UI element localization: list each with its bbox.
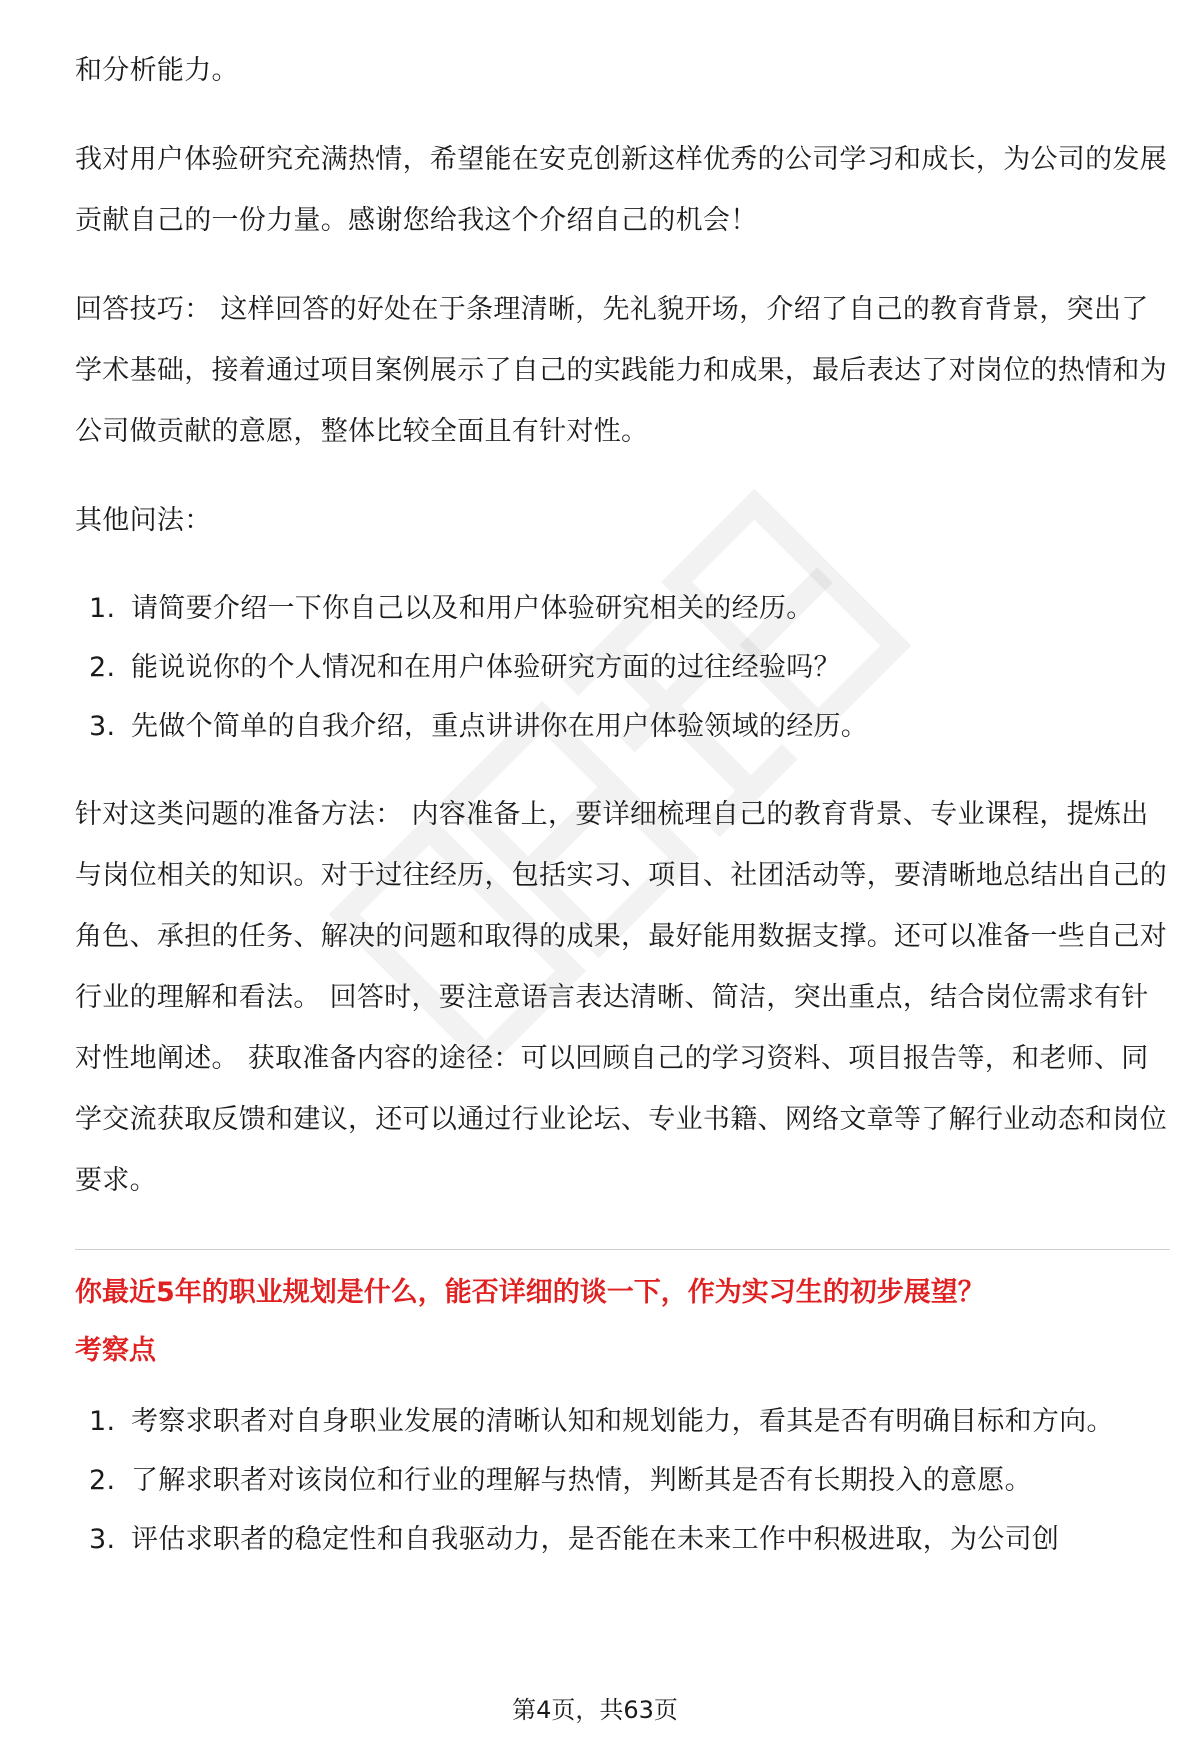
- list-item-number: 1.: [89, 593, 116, 624]
- list-item: [75, 579, 1170, 638]
- assessment-points-list: [75, 1392, 1170, 1569]
- paragraph-preparation-method: 针对这类问题的准备方法： 内容准备上，要详细梳理自己的教育背景、专业课程，提炼出与岗位相关的知识。对于过往经历，包括实习、项目、社团活动等，要清晰地总结出自己的角色、承担的任务、解决的问题和取得的成果，最好能用数据支撑。还可以准备一些自己对行业的理解和看法。 回答时，要注意语言表达清晰、简洁，突出重点，结合岗位需求有针对性地阐述。 获取准备内容的途径：可以回顾自己的学习资料、项目报告等，和老师、同学交流获取反馈和建议，还可以通过行业论坛、专业书籍、网络文章等了解行业动态和岗位要求。: [75, 799, 1167, 1196]
- document-page: [75, 40, 1170, 1569]
- page-number-footer: 第4页，共63页: [512, 1696, 678, 1724]
- list-item-text: 请简要介绍一下你自己以及和用户体验研究相关的经历。: [131, 593, 814, 624]
- list-item-text: 了解求职者对该岗位和行业的理解与热情，判断其是否有长期投入的意愿。: [131, 1465, 1032, 1496]
- list-item: [75, 697, 1170, 756]
- list-item-number: 3.: [89, 1524, 116, 1555]
- list-item: [75, 1510, 1170, 1569]
- other-questions-list: [75, 579, 1170, 756]
- list-item-number: 2.: [89, 652, 116, 683]
- list-item-text: 能说说你的个人情况和在用户体验研究方面的过往经验吗？: [131, 652, 841, 683]
- paragraph-other-questions-label: 其他问法：: [75, 505, 212, 536]
- paragraph-answer-tips: 回答技巧： 这样回答的好处在于条理清晰，先礼貌开场，介绍了自己的教育背景，突出了学术基础，接着通过项目案例展示了自己的实践能力和成果，最后表达了对岗位的热情和为公司做贡献的意愿，整体比较全面且有针对性。: [75, 294, 1167, 447]
- list-item-number: 1.: [89, 1406, 116, 1437]
- paragraph-enthusiasm: 我对用户体验研究充满热情，希望能在安克创新这样优秀的公司学习和成长，为公司的发展贡献自己的一份力量。感谢您给我这个介绍自己的机会！: [75, 144, 1167, 236]
- section-subheading: 考察点: [75, 1335, 156, 1366]
- list-item-text: 先做个简单的自我介绍，重点讲讲你在用户体验领域的经历。: [131, 711, 869, 742]
- section-question-heading: 你最近5年的职业规划是什么，能否详细的谈一下，作为实习生的初步展望？: [75, 1277, 985, 1308]
- list-item-text: 考察求职者对自身职业发展的清晰认知和规划能力，看其是否有明确目标和方向。: [131, 1406, 1114, 1437]
- section-divider: [75, 1249, 1170, 1250]
- list-item: [75, 1451, 1170, 1510]
- list-item-text: 评估求职者的稳定性和自我驱动力，是否能在未来工作中积极进取，为公司创: [131, 1524, 1060, 1555]
- list-item-number: 2.: [89, 1465, 116, 1496]
- list-item-number: 3.: [89, 711, 116, 742]
- paragraph-intro-tail: 和分析能力。: [75, 55, 239, 86]
- list-item: [75, 638, 1170, 697]
- list-item: [75, 1392, 1170, 1451]
